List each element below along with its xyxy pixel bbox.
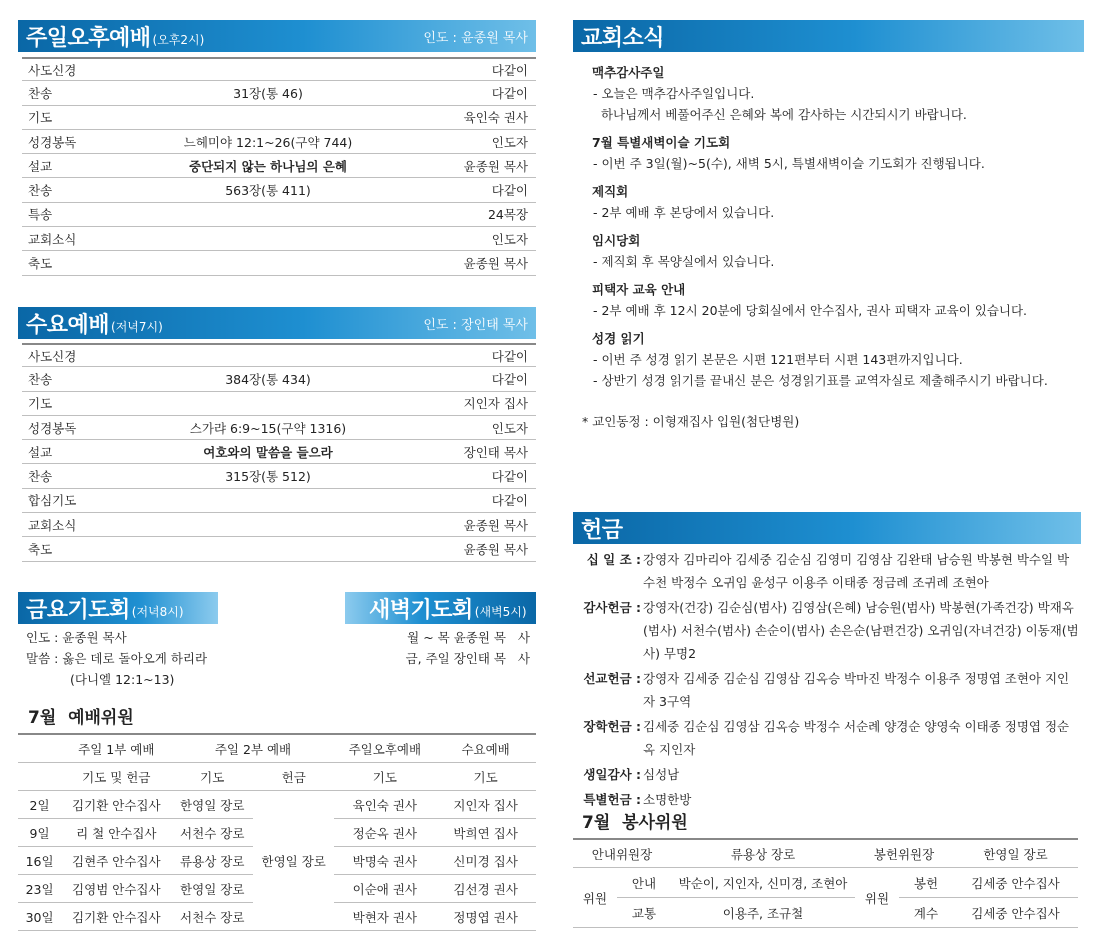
date-cell: 23일	[18, 875, 61, 903]
member-label-left: 위원	[573, 868, 617, 928]
order-item: 찬송	[28, 371, 53, 387]
news-item	[592, 181, 1072, 223]
service-order-row	[22, 203, 536, 227]
prayer-offering-cell: 김영범 안수집사	[61, 875, 171, 903]
order-detail: 느헤미야 12:1~26(구약 744)	[183, 134, 353, 150]
offering-label: 생일감사 :	[583, 767, 641, 782]
date-cell: 2일	[18, 791, 61, 819]
offering-names: 김세중 김순심 김영삼 김옥승 박정수 서순례 양경순 양영숙 이태종 정명엽 정순옥 지인자	[643, 719, 1070, 757]
order-item: 기도	[28, 396, 53, 412]
merged-offering-cell: 한영일 장로	[253, 791, 334, 931]
prayer-2-cell: 서천수 장로	[171, 903, 252, 931]
offering-row	[576, 715, 1081, 761]
offering-names: 심성남	[643, 767, 680, 782]
friday-word: 말씀 : 옳은 데로 돌아오게 하리라	[26, 651, 208, 666]
offering-names: 소명한방	[643, 792, 692, 807]
order-person: 24목장	[487, 207, 528, 223]
head-sunday-1: 주일 1부 예배	[61, 734, 171, 763]
offer-label: 봉헌	[899, 868, 953, 898]
head-prayer-2: 기도	[171, 763, 252, 791]
order-item: 교회소식	[28, 517, 77, 533]
order-person: 지인자 집사	[463, 396, 528, 412]
friday-leader: 인도 : 윤종원 목사	[26, 630, 127, 645]
offer-members: 김세중 안수집사	[953, 868, 1078, 898]
news-item	[592, 279, 1072, 321]
prayer-2-cell: 서천수 장로	[171, 819, 252, 847]
head-prayer-offering: 기도 및 헌금	[61, 763, 171, 791]
date-cell: 9일	[18, 819, 61, 847]
service-order-row	[22, 178, 536, 202]
sunday-service-header	[18, 20, 536, 52]
offering-names: 강영자 김마리아 김세중 김순심 김영미 김영삼 김완태 남승원 박봉현 박수일 박수천 박정수 오귀임 윤성구 이용주 이태종 정금례 조귀례 조현아	[643, 552, 1070, 590]
order-detail: 315장(통 512)	[225, 469, 311, 485]
order-person: 다같이	[491, 62, 528, 78]
offering-list	[576, 548, 1081, 813]
sunday-service-order	[22, 57, 536, 276]
order-item: 설교	[28, 158, 53, 174]
service-order-row	[22, 392, 536, 416]
count-members: 김세중 안수집사	[953, 898, 1078, 928]
order-detail: 여호와의 말씀을 들으라	[203, 444, 333, 460]
dawn-line-2: 금, 주일 장인태 목 사	[405, 651, 530, 666]
offering-names: 강영자(건강) 김순심(범사) 김영삼(은혜) 남승원(범사) 박봉현(가족건강) 박재옥(범사) 서천수(범사) 손순이(범사) 손은순(남편건강) 오귀임(자녀건강) 이동재(범사) 무명2	[643, 600, 1079, 661]
news-item	[592, 230, 1072, 272]
order-person: 인도자	[491, 420, 528, 436]
order-person: 윤종원 목사	[463, 256, 528, 272]
news-heading: 7월 특별새벽이슬 기도회	[592, 135, 731, 150]
offering-row	[576, 763, 1081, 786]
order-person: 다같이	[491, 493, 528, 509]
offering-header	[573, 512, 1081, 544]
news-line: - 제직회 후 목양실에서 있습니다.	[593, 254, 775, 269]
order-person: 육인숙 권사	[463, 110, 528, 126]
prayer-pm-cell: 육인숙 권사	[334, 791, 435, 819]
service-order-row	[22, 251, 536, 275]
sunday-service-leader: 인도 : 윤종원 목사	[423, 30, 528, 46]
order-detail: 563장(통 411)	[225, 183, 311, 199]
service-order-row	[22, 81, 536, 105]
service-order-row	[22, 367, 536, 391]
traffic-label: 교통	[617, 898, 671, 928]
prayer-wed-cell: 신미경 집사	[435, 847, 536, 875]
service-order-row	[22, 513, 536, 537]
sunday-service-time: (오후2시)	[152, 32, 205, 47]
dawn-prayer-info	[390, 627, 530, 669]
offering-label: 십 일 조 :	[586, 552, 641, 567]
wednesday-service-header	[18, 307, 536, 339]
order-item: 사도신경	[28, 348, 77, 364]
order-item: 특송	[28, 207, 53, 223]
news-heading: 제직회	[592, 184, 629, 199]
order-person: 인도자	[491, 134, 528, 150]
worship-staff-table	[18, 733, 536, 931]
order-item: 축도	[28, 256, 53, 272]
order-item: 성경봉독	[28, 134, 77, 150]
service-staff-table	[573, 838, 1078, 928]
prayer-offering-cell: 김기환 안수집사	[61, 903, 171, 931]
date-cell: 30일	[18, 903, 61, 931]
order-item: 교회소식	[28, 231, 77, 247]
news-item	[592, 132, 1072, 174]
news-item	[592, 62, 1072, 125]
service-order-row	[22, 416, 536, 440]
dawn-prayer-header	[345, 592, 536, 624]
prayer-2-cell: 류용상 장로	[171, 847, 252, 875]
head-prayer-wed: 기도	[435, 763, 536, 791]
member-label-right: 위원	[855, 868, 899, 928]
news-heading: 맥추감사주일	[592, 65, 665, 80]
news-heading: 임시당회	[592, 233, 641, 248]
order-item: 사도신경	[28, 62, 77, 78]
dawn-prayer-time: (새벽5시)	[474, 604, 527, 619]
member-news-note: * 교인동정 : 이형재집사 입원(첨단병원)	[582, 414, 800, 429]
head-sunday-pm: 주일오후예배	[334, 734, 435, 763]
friday-prayer-header	[18, 592, 218, 624]
order-person: 다같이	[491, 85, 528, 101]
news-line: 하나님께서 베풀어주신 은혜와 복에 감사하는 시간되시기 바랍니다.	[593, 107, 967, 122]
service-order-row	[22, 106, 536, 130]
friday-prayer-info	[26, 627, 207, 690]
order-person: 다같이	[491, 469, 528, 485]
church-news-header	[573, 20, 1084, 52]
order-item: 합심기도	[28, 493, 77, 509]
dawn-line-1: 월 ~ 목 윤종원 목 사	[407, 630, 530, 645]
service-order-row	[22, 130, 536, 154]
news-item	[592, 328, 1072, 391]
order-person: 윤종원 목사	[463, 158, 528, 174]
order-item: 기도	[28, 110, 53, 126]
serve-head-name: 한영일 장로	[953, 839, 1078, 868]
service-staff-title: 7월 봉사위원	[582, 813, 688, 833]
order-detail: 스가랴 6:9~15(구약 1316)	[189, 420, 347, 436]
dawn-prayer-title: 새벽기도회	[369, 597, 473, 623]
church-news-body	[592, 62, 1072, 398]
offering-label: 장학헌금 :	[583, 719, 641, 734]
order-person: 다같이	[491, 183, 528, 199]
order-detail: 31장(통 46)	[233, 85, 303, 101]
wednesday-service-leader: 인도 : 장인태 목사	[423, 317, 528, 333]
service-order-row	[22, 537, 536, 561]
prayer-wed-cell: 박희연 집사	[435, 819, 536, 847]
news-line: - 2부 예배 후 12시 20분에 당회실에서 안수집사, 권사 피택자 교육이 있습니다.	[593, 303, 1028, 318]
order-item: 찬송	[28, 183, 53, 199]
prayer-wed-cell: 정명엽 권사	[435, 903, 536, 931]
wednesday-service-time: (저녁7시)	[111, 319, 163, 334]
offering-row	[576, 548, 1081, 594]
order-item: 설교	[28, 444, 53, 460]
offering-label: 선교헌금 :	[583, 671, 641, 686]
news-line: - 이번 주 성경 읽기 본문은 시편 121편부터 시편 143편까지입니다.	[593, 352, 963, 367]
offering-row	[576, 596, 1081, 665]
offering-label: 감사헌금 :	[583, 600, 641, 615]
order-item: 찬송	[28, 469, 53, 485]
offering-title: 헌금	[581, 517, 623, 543]
service-order-row	[22, 464, 536, 488]
news-line: - 이번 주 3일(월)~5(수), 새벽 5시, 특별새벽이슬 기도회가 진행됩니다.	[593, 156, 985, 171]
prayer-2-cell: 한영일 장로	[171, 791, 252, 819]
head-prayer-pm: 기도	[334, 763, 435, 791]
prayer-pm-cell: 정순옥 권사	[334, 819, 435, 847]
sunday-service-title: 주일오후예배	[26, 25, 151, 51]
prayer-offering-cell: 김기환 안수집사	[61, 791, 171, 819]
service-order-row	[22, 343, 536, 367]
offering-names: 강영자 김세중 김순심 김영삼 김옥승 박마진 박정수 이용주 정명엽 조현아 지인자 3구역	[643, 671, 1070, 709]
order-detail: 중단되지 않는 하나님의 은혜	[189, 158, 347, 174]
news-heading: 성경 읽기	[592, 331, 645, 346]
order-person: 다같이	[491, 348, 528, 364]
order-item: 찬송	[28, 85, 53, 101]
order-person: 인도자	[491, 231, 528, 247]
order-item: 축도	[28, 542, 53, 558]
order-item: 성경봉독	[28, 420, 77, 436]
news-line: - 2부 예배 후 본당에서 있습니다.	[593, 205, 775, 220]
news-line: - 상반기 성경 읽기를 끝내신 분은 성경읽기표를 교역자실로 제출해주시기 바랍니다.	[593, 373, 1048, 388]
date-cell: 16일	[18, 847, 61, 875]
prayer-2-cell: 한영일 장로	[171, 875, 252, 903]
order-person: 장인태 목사	[463, 444, 528, 460]
service-order-row	[22, 227, 536, 251]
guide-head-label: 안내위원장	[573, 839, 671, 868]
friday-prayer-time: (저녁8시)	[131, 604, 184, 619]
service-order-row	[22, 489, 536, 513]
service-order-row	[22, 57, 536, 81]
worship-staff-title: 7월 예배위원	[28, 708, 134, 728]
order-person: 윤종원 목사	[463, 542, 528, 558]
serve-head-label: 봉헌위원장	[855, 839, 953, 868]
wednesday-service-order	[22, 343, 536, 562]
count-label: 계수	[899, 898, 953, 928]
service-order-row	[22, 154, 536, 178]
news-heading: 피택자 교육 안내	[592, 282, 686, 297]
traffic-members: 이용주, 조규철	[671, 898, 855, 928]
church-news-title: 교회소식	[581, 25, 665, 51]
prayer-offering-cell: 김현주 안수집사	[61, 847, 171, 875]
head-offering-2: 헌금	[253, 763, 334, 791]
guide-label: 안내	[617, 868, 671, 898]
prayer-offering-cell: 리 철 안수집사	[61, 819, 171, 847]
friday-prayer-title: 금요기도회	[26, 597, 130, 623]
order-person: 윤종원 목사	[463, 517, 528, 533]
news-line: - 오늘은 맥추감사주일입니다.	[593, 86, 755, 101]
prayer-pm-cell: 박현자 권사	[334, 903, 435, 931]
order-person: 다같이	[491, 371, 528, 387]
guide-head-name: 류용상 장로	[671, 839, 855, 868]
prayer-pm-cell: 박명숙 권사	[334, 847, 435, 875]
friday-ref: (다니엘 12:1~13)	[70, 672, 175, 687]
head-sunday-2: 주일 2부 예배	[171, 734, 334, 763]
prayer-wed-cell: 지인자 집사	[435, 791, 536, 819]
prayer-wed-cell: 김선경 권사	[435, 875, 536, 903]
offering-label: 특별헌금 :	[583, 792, 641, 807]
table-row	[18, 791, 536, 819]
wednesday-service-title: 수요예배	[26, 312, 110, 338]
head-wednesday: 수요예배	[435, 734, 536, 763]
service-order-row	[22, 440, 536, 464]
prayer-pm-cell: 이순애 권사	[334, 875, 435, 903]
order-detail: 384장(통 434)	[225, 371, 311, 387]
offering-row	[576, 667, 1081, 713]
guide-members: 박순이, 지인자, 신미경, 조현아	[671, 868, 855, 898]
